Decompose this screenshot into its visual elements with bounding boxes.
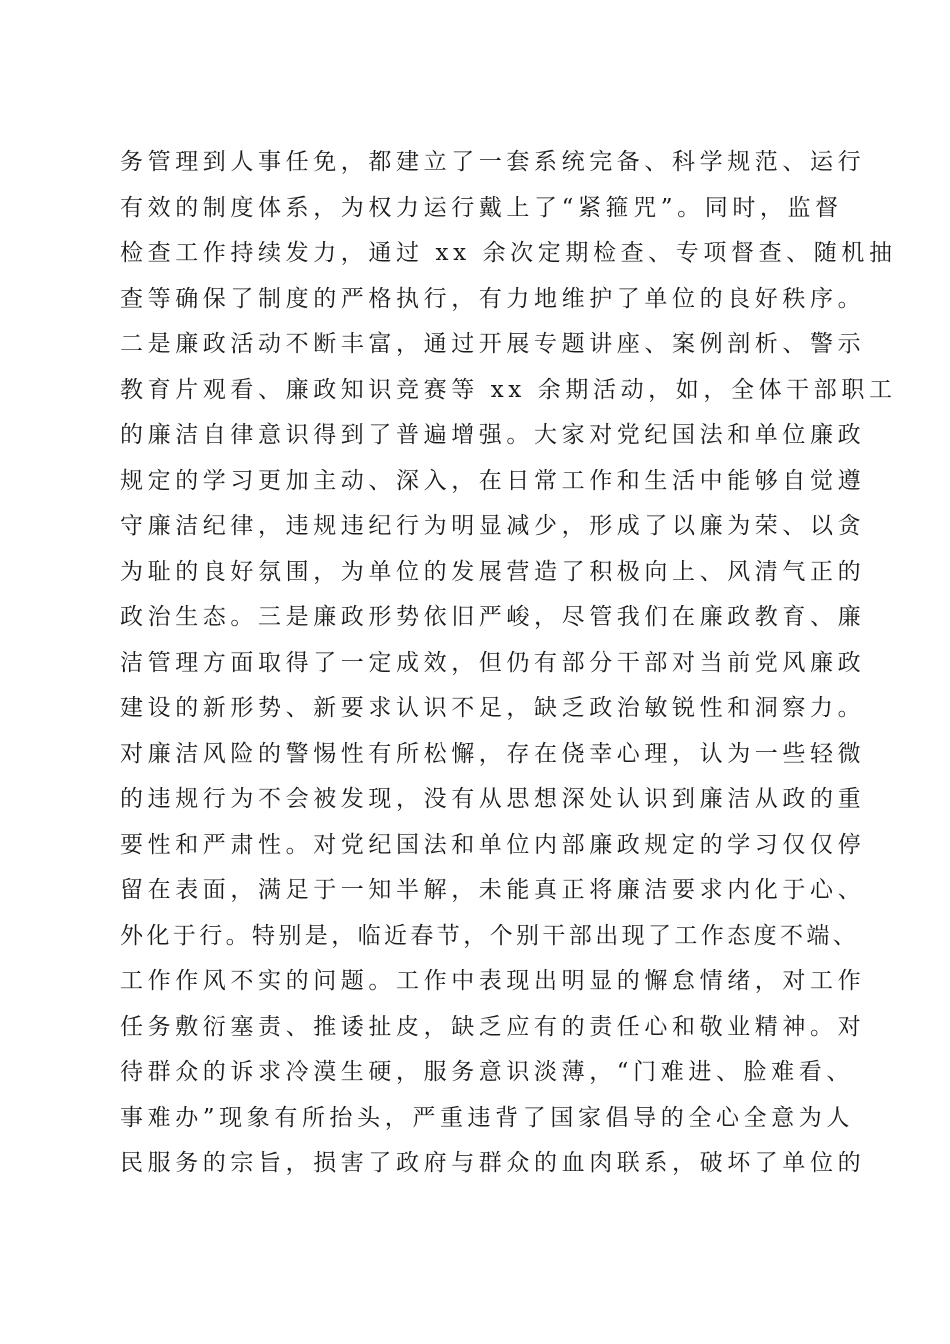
text-line: 守廉洁纪律，违规违纪行为明显减少，形成了以廉为荣、以贪 xyxy=(120,513,866,539)
text-line: 查等确保了制度的严格执行，有力地维护了单位的良好秩序。 xyxy=(120,285,866,312)
text-line: 政治生态。三是廉政形势依旧严峻，尽管我们在廉政教育、廉 xyxy=(120,604,866,630)
text-line: 为耻的良好氛围，为单位的发展营造了积极向上、风清气正的 xyxy=(120,558,866,585)
text-line: 教育片观看、廉政知识竞赛等 xx 余期活动，如，全体干部职工 xyxy=(120,376,897,403)
text-line: 洁管理方面取得了一定成效，但仍有部分干部对当前党风廉政 xyxy=(120,649,866,676)
text-line: 二是廉政活动不断丰富，通过开展专题讲座、案例剖析、警示 xyxy=(120,331,866,357)
text-line: 务管理到人事任免，都建立了一套系统完备、科学规范、运行 xyxy=(120,149,866,175)
text-line: 检查工作持续发力，通过 xx 余次定期检查、专项督查、随机抽 xyxy=(120,240,897,266)
text-line: 规定的学习更加主动、深入，在日常工作和生活中能够自觉遵 xyxy=(120,467,866,494)
text-line: 建设的新形势、新要求认识不足，缺乏政治敏锐性和洞察力。 xyxy=(120,695,866,721)
text-line: 民服务的宗旨，损害了政府与群众的血肉联系，破坏了单位的 xyxy=(120,1150,866,1176)
text-line: 工作作风不实的问题。工作中表现出明显的懈怠情绪，对工作 xyxy=(120,968,866,994)
text-line: 留在表面，满足于一知半解，未能真正将廉洁要求内化于心、 xyxy=(120,877,866,903)
text-line: 事难办”现象有所抬头，严重违背了国家倡导的全心全意为人 xyxy=(120,1104,854,1131)
text-line: 对廉洁风险的警惕性有所松懈，存在侥幸心理，认为一些轻微 xyxy=(120,740,866,767)
text-line: 的廉洁自律意识得到了普遍增强。大家对党纪国法和单位廉政 xyxy=(120,422,866,448)
text-line: 任务敷衍塞责、推诿扯皮，缺乏应有的责任心和敬业精神。对 xyxy=(120,1013,866,1040)
text-line: 要性和严肃性。对党纪国法和单位内部廉政规定的学习仅仅停 xyxy=(120,831,866,858)
body-text xyxy=(120,140,897,1187)
text-line: 待群众的诉求冷漠生硬，服务意识淡薄，“门难进、脸难看、 xyxy=(120,1059,854,1085)
text-line: 外化于行。特别是，临近春节，个别干部出现了工作态度不端、 xyxy=(120,922,860,949)
text-line: 的违规行为不会被发现，没有从思想深处认识到廉洁从政的重 xyxy=(120,786,866,812)
text-line: 有效的制度体系，为权力运行戴上了“紧箍咒”。同时，监督 xyxy=(120,194,843,221)
